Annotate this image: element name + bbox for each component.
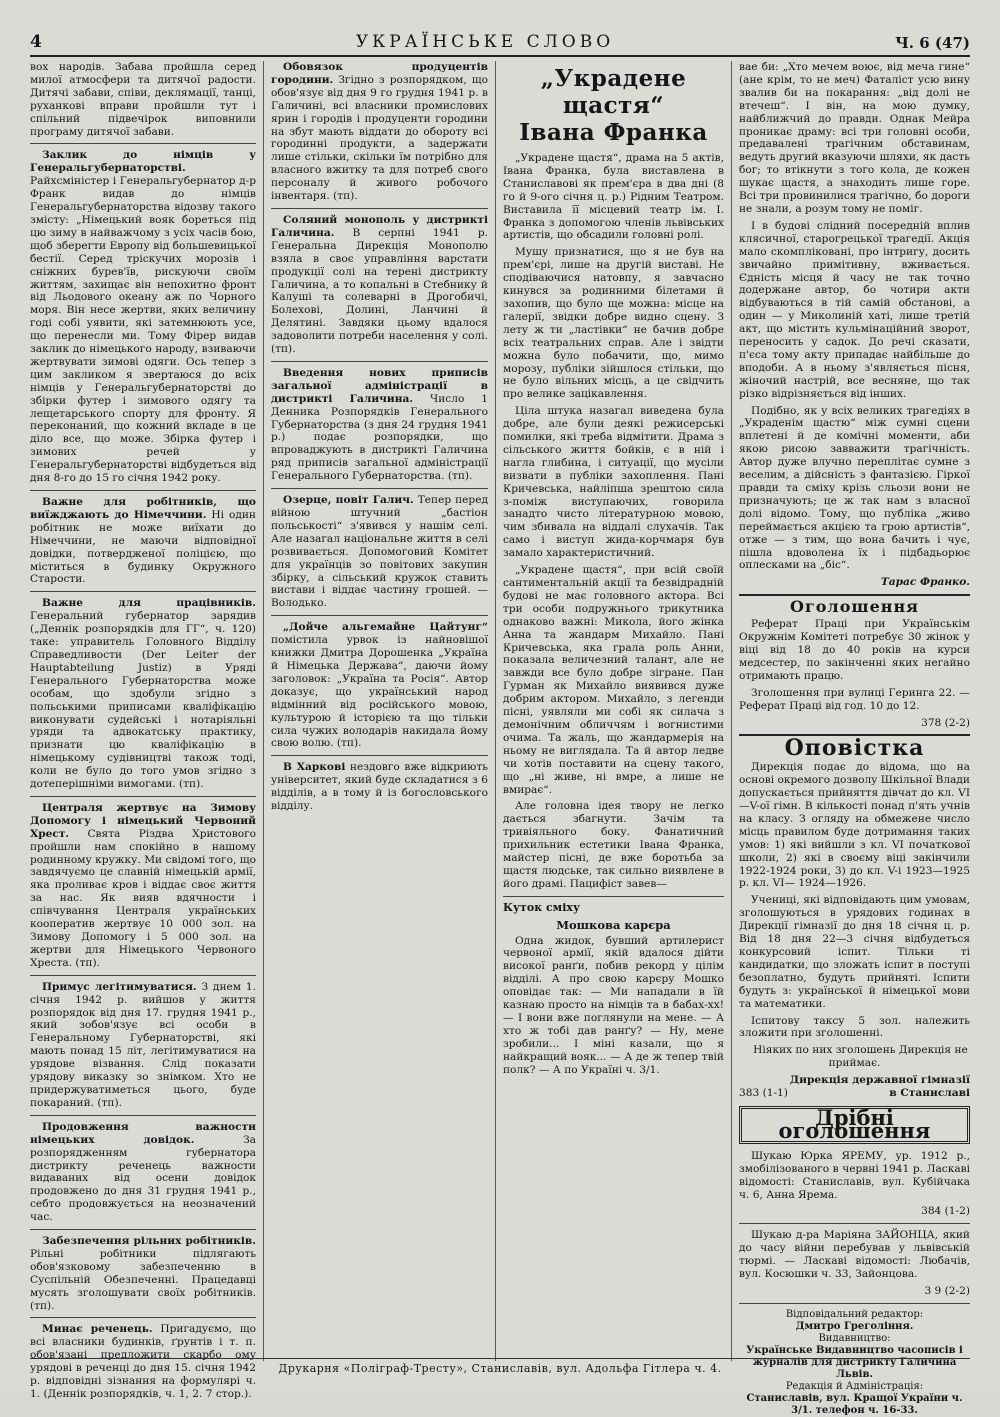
article-signature: Тарас Франко. xyxy=(880,576,970,589)
article-text: І в будові слідний посередній вплив клясичної, старогрецької трагедії. Акція мало скомпліковані, про інтригу, досить звичайно примітивну, вживається. Єдність місця й часу не так точно додержане автор, бо чотири акти відбуваються в тій самій обстанові, а один — у Миколиній хаті, лише третій акт, що містить кульмінаційний зворот, переносить у садок. До речі сказати, п'єса тому акту припадає найбільше до вподоби. А в ньому з'являється пісня, жіночий настрій, все весняне, що так різко відрізняється від інших. xyxy=(739,219,970,400)
divider xyxy=(271,615,488,616)
article-headline: Обовязок продуцентів городини. xyxy=(271,61,488,86)
feature-headline xyxy=(503,65,724,146)
article-headline: „Дойче альгемайне Цайтунг“ xyxy=(283,621,488,634)
divider xyxy=(30,796,256,797)
notice-heading: Оповістка xyxy=(784,735,925,762)
article-headline: Важне для робітників, що виїжджають до Німеччини. xyxy=(30,496,256,521)
rubric-title: Куток сміху xyxy=(503,900,581,914)
classified-number: 384 (1-2) xyxy=(921,1205,970,1218)
divider xyxy=(271,208,488,209)
divider xyxy=(30,1229,256,1230)
article-text: Свята Різдва Христового пройшли нам спокійно в нашому родинному кружку. Ми свідомі того, що завдячуємо це славній німецькій армії, яка проливає кров і віддає своє життя за нас. Як вияв вдячности і співчування Централя українських кооператив жертвує 10 000 зол. на Зимову Допомогу і 5 000 зол. на жертви для Німецького Червоного Хреста. (тп). xyxy=(30,827,256,969)
notice-footer xyxy=(739,1087,970,1100)
announcements-heading: Оголошення xyxy=(790,597,919,617)
article-headline: Соляний монополь у дистрикті Галичина. xyxy=(271,213,488,239)
article-text: вае би: „Хто мечем воює, від меча гине“ (ане крім, то не меч) Фаталіст усю вину звалив би на покарання: „від долі не втечеш“. І він, на мою думку, найближчий до правди. Однак Мейра проникає драму: всі три головні особи, предавалені трагічним обставинам, ведуть другий вказуючи шляхи, як дасть бог; то втікнути з того кола, де кожен шукає щастя, а знаходить лише горе. Всі три провинилися трагічно, бо дороги не знали, а розум тому не поміг. xyxy=(739,61,970,215)
article-headline: В Харкові xyxy=(283,761,346,774)
divider xyxy=(739,1303,970,1304)
article-headline: Введення нових приписів загальної адміністрації в дистрикті Галичина. xyxy=(271,366,488,405)
classifieds-heading: Дрібні оголошення xyxy=(739,1106,970,1144)
column-1 xyxy=(30,61,264,1400)
article-text: Райхсміністер і Генеральгубернатор д-р Франк видав до німців Генеральгубернаторства відозву такого змісту: „Німецький вояк бореться під цю зиму в найважчому з усіх часів бою, щоб зберегти Европу від большевицької бестії. Серед тріскучих морозів і сніжних бурев'їв, рискуючи своїм життям, захищає він непохитно фронт від Льодового океану аж по Чорного моря. Він несе жертви, яких величину годі собі уявити, які затемнюють усе, що перенесли ми. Тому Фірер видав заклик до німецького народу, взиваючи жертвувати зимові одяги. Ось тепер з цим закликом я звертаюся до всіх німців у Генеральгубернаторстві до збірки футер і зимового одягу та лещетарського спорту для фронту. Я переконаний, що кожний вкладе в це діло все, що може. Збірка футер і зимових речей у Генеральгубернаторстві відбудеться від дня 8-го до 15 го січня 1942 року. xyxy=(30,175,256,485)
article-text: нездовго вже відкриють університет, який буде складатися з 6 відділів, а в тому й із богословського відділу. xyxy=(271,761,488,813)
imprint-label: Видавництво: xyxy=(818,1332,891,1344)
notice-text: Учениці, які відповідають цим умовам, зголошуються в урядових годинах в Дирекції гімназії до дня 18 січня ц. р. Від 18 дня 22—3 січня відбудеться конкурсовий іспит. Тільки ті кандидатки, що зложать іспит в поступі безоплатно, будуть прийняті. Іспити будуть з: української й німецької мови та математики. xyxy=(739,894,970,1010)
article-text: Число 1 Денника Розпорядків Генерального Губернаторства (з дня 24 грудня 1941 р.) подає розпорядки, що впроваджують в дистрикті Галичина ряд приписів загальної адміністрації Генерального Губернаторства. (тп). xyxy=(271,392,488,483)
notice-text: Іспитову таксу 5 зол. належить зложити при зголошенні. xyxy=(739,1014,970,1040)
classified-ad: Шукаю д-ра Маріяна ЗАЙОНЦА, який до часу війни перебував у львівській тюрмі. — Ласкаві відомості: Любачів, вул. Косюшки ч. 33, Зайонцова. xyxy=(739,1229,970,1281)
divider xyxy=(30,975,256,976)
announcement-number: 378 (2-2) xyxy=(921,716,970,729)
article-text: В серпні 1941 р. Генеральна Дирекція Монополю взяла в своє управління варстати продукції солі на терені дистрикту Галичина, а то копальні в Стебнику й Калуші та солеварні в Дрогобичі, Болехові, Долині, Ланчині й Делятині. Завдяки цьому вдалося задоволити потреби населення у солі. (тп). xyxy=(271,226,488,356)
divider xyxy=(30,490,256,491)
article-headline: Минає реченець. xyxy=(42,1323,153,1336)
article-text: Ціла штука назагал виведена була добре, але були деякі режисерські помилки, які треба відмітити. Драма з сільського життя бойків, є в ній і нагла глибина, і ситуації, що мусіли визвати в публіки захоплення. Пані Кричевська, найліпша зрештою сила з-поміж виступаючих, говорила занадто чисто літературною мовою, чим збивала на віддалі слухачів. Так само і виступ жида-корчмаря був замало характеристичний. xyxy=(503,405,724,560)
imprint-address: Станиславів, вул. Кращої України ч. 3/1. телефон ч. 16-33. xyxy=(746,1392,963,1416)
divider xyxy=(30,591,256,592)
article-text: Тепер перед війною штучний „бастіон польськості“ з'явився у нашім селі. Але назагал національне життя в селі розвивається. Допомоговий Комітет для українців зо повітових закупин збірку, а сільський кружок ставить вистави і віддає частину грошей. — Володько. xyxy=(271,494,489,610)
divider xyxy=(503,896,724,897)
article-text: Рільні робітники підлягають обов'язковому забезпеченню в Суспільній Обезпеченні. Працедавці мусять зголошувати своїх робітників. (тп). xyxy=(30,1247,256,1312)
issue-number: Ч. 6 (47) xyxy=(895,34,970,52)
classified-ad: Шукаю Юрка ЯРЕМУ, ур. 1912 р., змобілізованого в червні 1941 р. Ласкаві відомості: Станиславів, вул. Кубійчака ч. 6, Анна Ярема. xyxy=(739,1149,970,1201)
article-text: Генеральний губернатор зарядив („Деннік розпорядків для ГГ“, ч. 120) таке: управитель Головного Відділу Справедливости (Der Leiter der Hauptabteilung Justiz) в Уряді Генерального Губернаторства може особам, що здобули згідно з польськими приписами кваліфікацію виконувати судейські і нотаріяльні уряди та адвокатську практику, признати цю кваліфікацію в німецькому судівництві також тоді, коли не було до того умов згідно з дотеперішніми вимогами. (тп). xyxy=(30,610,256,791)
article-text: Але головна ідея твору не легко дається збагнути. Зачім та тривіяльного боку. Фанатичний прихильник естетики Івана Франка, майстер пісні, де вже боротьба за щастя людське, так сильно виявлене в його драмі. Пацифіст завев— xyxy=(503,800,724,890)
classified-number: 3 9 (2-2) xyxy=(924,1284,970,1297)
imprint-editor: Дмитро Грегоління. xyxy=(795,1320,914,1332)
column-3 xyxy=(496,61,732,1361)
divider xyxy=(739,1223,970,1224)
article-text: Мушу признатися, що я не був на прем'єрі, лише на другій виставі. Не сподіваючися натовпу, я завчасно кинувся за родинними білетами й захопив, що було ще можна: місце на галерії, звідки добре видно сцену. З лету ж ти „ластівки“ не бачив добре всіх театральних справ. Але і звідти можна було побачити, що, мимо морозу, публіки зійшлося стільки, що не було вільних місць, а це свідчить про велике зацікавлення. xyxy=(503,246,724,401)
announcement-text: Зголошення при вулиці Геринга 22. — Реферат Праці від год. 10 до 12. xyxy=(739,686,970,712)
article-text: Одна жидок, бувший артилерист червоної армії, якій вдалося дійти високої ранґи, побив рекорд у цілім відділі. А про свою карєру Мошко оповідає так: — Ми нападали в їй казнаю просто на німців та в бабах-хх! — І вони вже поглянули на мене. — А хто ж тобі дав ранґу? — Ну, мене зробили... І міні казали, що я найкращий вояк... — А де ж тепер твій полк? — А по Україні ч. 3/1. xyxy=(503,934,724,1076)
divider xyxy=(30,143,256,144)
article-text: вох народів. Забава пройшла серед милої атмосфери та дитячої радости. Дитячі забави, співи, деклямації, танці, руханкові вправи пройшли тут і спільний підвечірок виповнили програму дитячої забави. xyxy=(30,61,256,138)
notice-text: Дирекція подає до відома, що на основі окремого дозволу Шкільної Влади допускається прийняття дівчат до кл. VI—V-ої гімн. В кількості понад п'ять учнів на класу. З огляду на обмежене число місць правилом буде дотримання таких умов: 1) які вийшли з кл. VI початкової школи, 2) які в своєму віці закінчили 1922-1924 роки, 3) до кл. V-і 1923—1925 р. кл. VI— 1924—1926. xyxy=(739,761,970,890)
column-2 xyxy=(264,61,496,1361)
notice-number: 383 (1-1) xyxy=(739,1087,788,1100)
article-text: Пригадуємо, що всі власники будинків, ґрунтів і т. п. обов'язані предложити скарбо ому урядові в реченці до дня 15. січня 1942 р. відповідні зізнання на формулярі ч. 1. (Деннік розпорядків, ч. 1, 2. 7 стор.). xyxy=(30,1323,256,1400)
masthead xyxy=(30,28,970,57)
divider xyxy=(30,1115,256,1116)
column-4 xyxy=(732,61,970,1416)
article-text: Подібно, як у всіх великих трагедіях в „Украденім щастю“ між сумні сцени вплетені й де комічні моменти, аби якою рисою завважити трагічність. Автор дуже влучно переплітає сумне з веселим, а дійсність з фантазією. Гіркої правди та сміху крізь сльози вони не призначують; це ж так нам з власної долі відомо. Тому, що публіка „живо переймається акцією та грою артистів“, отже — з тим, що вона бачить і чує, пішла вдоволена їх і підбадьорює оплесками на „біс“. xyxy=(739,404,970,572)
feature-headline-line-1: „Украдене щастя“ xyxy=(540,65,687,119)
article-headline: Продовження важности німецьких довідок. xyxy=(30,1120,256,1146)
notice-signature: Дирекція державної гімназії xyxy=(789,1074,970,1087)
newspaper-title: УКРАЇНСЬКЕ СЛОВО xyxy=(355,32,615,52)
announcement-text: Реферат Праці при Українськім Окружнім Комітеті потребує 30 жінок у віці від 18 до 40 років на курси медсестер, по закінченні яких негайно отримають працю. xyxy=(739,618,970,682)
article-text: помістила урвок із найновішої книжки Дмитра Дорошенка „Україна й Німецька Держава“, даючи йому заголовок: „Україна та Росія“. Автор доказує, що український народ відмінний від російського мовою, культурою й історією та що тільки сила чужих володарів накидала йому свою волю. (тп). xyxy=(271,634,488,750)
divider xyxy=(271,361,488,362)
article-text: За розпорядженням губернатора дистрикту реченець важности видаваних від осени довідок продовжено до дня 31 грудня 1941 р., себто продовжується на неозначений час. xyxy=(30,1133,256,1224)
printer-footer: Друкарня «Поліграф-Тресту», Станиславів, вул. Адольфа Гітлера ч. 4. xyxy=(30,1358,970,1375)
article-headline: Забезпечення рільних робітників. xyxy=(42,1235,256,1248)
divider xyxy=(739,594,970,596)
page-number: 4 xyxy=(30,32,42,52)
article-text: „Украдене щастя“, драма на 5 актів, Івана Франка, була виставлена в Станиславові як прем'єра в два дні (8 го й 9-ого січня ц. р.) Рідним Театром. Виставила її місцевий театр ім. І. Франка з допомогою членів львівських артистів, що обсадили головні ролі. xyxy=(503,152,724,242)
article-headline: Примус легітимуватися. xyxy=(42,980,197,993)
article-text: Згідно з розпорядком, що обов'язує від дня 9 го грудня 1941 р. в Галичині, всі власники промислових ярин і городів і продуценти городини на збут мають віддати до обороту всі городинні продукти, а задержати лише стільки, скільки їм потрібно для власного вжитку та для потреб свого персоналу й живого робочого інвентаря. (тп). xyxy=(271,73,489,203)
article-headline: Важне для працівників. xyxy=(42,597,256,610)
imprint-label: Відповідальний редактор: xyxy=(785,1308,924,1320)
article-headline: Централя жертвує на Зимову Допомогу і німецький Червоний Хрест. xyxy=(30,801,256,840)
imprint-publisher: Українське Видавництво часописів і журналів для дистрикту Галичина Львів. xyxy=(746,1344,963,1380)
article-text: Ні один робітник не може виїхати до Німеччини, не маючи відповідної довідки, потвердженої поліцією, що міститься в будинку Окружного Старости. xyxy=(30,508,256,586)
divider xyxy=(30,1317,256,1318)
humor-title: Мошкова карєра xyxy=(556,917,671,932)
article-headline: Заклик до німців у Генеральгубернаторстві. xyxy=(30,149,256,175)
article-text: З днем 1. січня 1942 р. вийшов у життя розпорядок від дня 17. грудня 1941 р., який зобов'язує всі особи в Генеральному Губернаторстві, які мають понад 15 літ, легітимуватися на урядове візвання. Слід показати урядову виказку зо знімком. Хто не придержуватиметься цього, буде покараний. (тп). xyxy=(30,980,256,1109)
notice-signature-place: в Станиславі xyxy=(889,1087,970,1100)
feature-headline-line-2: Івана Франка xyxy=(519,119,708,146)
divider xyxy=(271,488,488,489)
imprint-label: Редакція й Адміністрація: xyxy=(785,1380,924,1392)
divider xyxy=(271,755,488,756)
notice-text: Ніяких по них зголошень Дирекція не приймає. xyxy=(753,1044,968,1070)
article-headline: Озерце, повіт Галич. xyxy=(283,494,414,507)
article-text: „Украдене щастя“, при всій своїй сантиментальній акції та безвідрадній будові не має головного актора. Всі три особи подружнього трикутника однаково важні: Микола, його жінка Анна та жандарм Михайло. Пані Кричевська, яка грала роль Анни, показала величезний талант, але не завжди все було добре зігране. Пан Гурман як Михайло виявився дуже добрим актором. Михайло, з легенди пісні, уявляли ми собі як силача з демонічним обличчям і вогнистими очима. Та жаль, що жандармерія на ньому не виглядала. Та й автор ледве чи хотів поставити на сцену такого, що „ні живе, ні вмре, а лише не вмирає“. xyxy=(503,564,724,796)
